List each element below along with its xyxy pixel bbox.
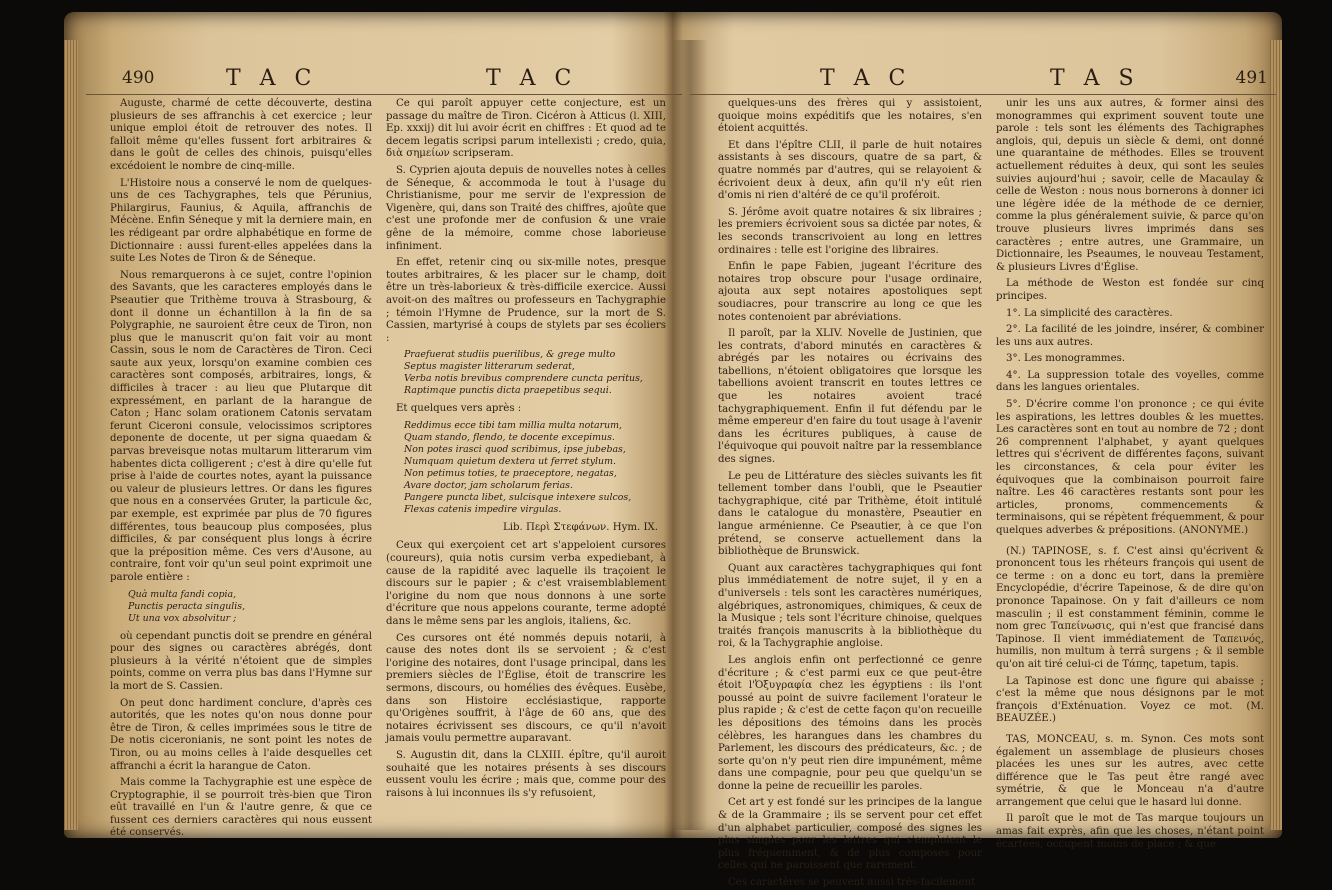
paragraph: S. Cyprien ajouta depuis de nouvelles notes à celles de Séneque, & accommoda le tout à l'usage du Christianisme, pour me servir de l'expression de Vigenère, qui, dans son Traité des chiffres, ajoûte que c'est une profonde mer de confusion & une vraie gêne de la mémoire, comme chose laborieuse infiniment.: [386, 164, 666, 252]
verse-line: Quà multa fandi copia,: [128, 588, 237, 600]
verse-line: Raptimque punctis dicta praepetibus sequi.: [404, 385, 612, 397]
list-item: 3°. Les monogrammes.: [1006, 353, 1126, 365]
page-edges-left: [64, 40, 78, 830]
verse-line: Praefuerat studiis puerilibus, & grege multo: [404, 349, 616, 361]
verse-line: Quam stando, flendo, te docente excepimus.: [404, 431, 615, 443]
right-page-header: [690, 66, 1276, 95]
verse-line: Non potes irasci quod scribimus, ipse jubebas,: [404, 443, 626, 455]
paragraph: où cependant punctis doit se prendre en général pour des signes ou caractères abrégés, dont plusieurs à la vérité n'étoient que de simples points, comme on verra plus bas dans l'Hymne sur la mort de S. Cassien.: [110, 630, 372, 692]
running-head: T A C: [226, 66, 318, 91]
paragraph: Ceux qui exerçoient cet art s'appeloient cursores (coureurs), quia notis cursim verba expediebant, à cause de la rapidité avec laquelle ils traçoient le discours sur le papier ; & c'est vraisemblablement l'origine du nom que nous donnons à une sorte d'écriture que nous appelons courante, terme adopté dans le même sens par les anglois, italiens, &c.: [386, 540, 666, 628]
verse-quote: [404, 349, 666, 397]
verse-line: Punctis peracta singulis,: [128, 600, 246, 612]
list-item: 1°. La simplicité des caractères.: [1006, 307, 1173, 319]
verse-line: Avare doctor, jam scholarum ferias.: [404, 479, 573, 491]
text-column-1: [110, 98, 372, 839]
verse-line: Pangere puncta libet, sulcisque intexere sulcos,: [404, 491, 632, 503]
page-number: 491: [1235, 68, 1268, 88]
paragraph: quelques-uns des frères qui y assistoient, quoique moins expéditifs que les notaires, s'en étoient acquittés.: [718, 98, 982, 135]
paragraph: Et dans l'épître CLII, il parle de huit notaires assistants à ses discours, quatre de sa part, & quatre nommés par d'autres, qui se relayoient & écrivoient deux à deux, afin qu'il n'y eût rien d'omis ni rien d'altéré de ce qu'il proféroit.: [718, 139, 982, 202]
paragraph: Et quelques vers après :: [396, 403, 522, 415]
paragraph: Il paroît que le mot de Tas marque toujours un amas fait exprès, afin que les choses, n'étant point écartées, occupent moins de place ; & que: [996, 813, 1264, 850]
paragraph: unir les uns aux autres, & former ainsi des monogrammes qui expriment souvent toute une parole : tels sont les éléments des Tachigraphes anglois, qui, depuis un siècle & demi, ont donné une quarantaine de méthodes. Elles se trouvent actuellement réduites à deux, qui sont les seules suivies aujourd'hui ; savoir, celle de Macaulay & celle de Weston : nous nous bornerons à donner ici une légère idée de la méthode de ce dernier, comme la plus généralement suivie, & parce qu'on trouve plusieurs livres imprimés dans ses caractères ; entre autres, une Grammaire, un Dictionnaire, les Pseaumes, le nouveau Testament, & plusieurs Livres d'Église.: [996, 98, 1264, 273]
entry-tapinose: (N.) TAPINOSE, s. f. C'est ainsi qu'écrivent & prononcent tous les rhéteurs françois qui usent de ce terme : on a donc eu tort, dans la première Encyclopédie, d'écrire Tapeinose, & de dire qu'on prononce Tapainose. On y fait d'ailleurs ce nom masculin ; il est constamment féminin, comme le nom grec Ταπείνωσις, qui n'est que francisé dans Tapinose. Il vient immédiatement de Ταπεινός, humilis, non multum à terrâ surgens ; & il semble qu'on ait tiré celui-ci de Τάπης, tapetum, tapis.: [996, 545, 1264, 670]
paragraph: Enfin le pape Fabien, jugeant l'écriture des notaires trop obscure pour l'usage ordinaire, ajouta aux sept notaires apostoliques sept soudiacres, pour transcrire au long ce que les notes contenoient par abréviations.: [718, 261, 982, 323]
verse-line: Numquam quietum dextera ut ferret stylum.: [404, 455, 616, 467]
paragraph: Ces cursores ont été nommés depuis notarii, à cause des notes dont ils se servoient ; & c'est l'origine des notaires, dont l'usage principal, dans les premiers siècles de l'Église, étoit de transcrire les sermons, discours, ou homélies des évêques. Eusèbe, dans son Histoire ecclésiastique, rapporte qu'Origènes souffrit, à l'âge de 60 ans, que des notaires écrivissent ses discours, ce qu'il n'avoit jamais voulu permettre auparavant.: [386, 632, 666, 745]
paragraph: La méthode de Weston est fondée sur cinq principes.: [996, 278, 1264, 302]
paragraph: Les anglois enfin ont perfectionné ce genre d'écriture ; & c'est parmi eux ce que peut-être étoit l'Ὀξυγραφία chez les égyptiens : ils l'ont poussé au point de suivre facilement l'orateur le plus rapide ; & c'est de cette façon qu'on recueille les dépositions des témoins dans les procès célèbres, les harangues dans les chambres du Parlement, les discours des prédicateurs, &c. ; de sorte qu'on n'y peut rien dire impunément, même dans une compagnie, pour peu que quelqu'un se donne la peine de recueillir les paroles.: [718, 654, 982, 792]
paragraph: La Tapinose est donc une figure qui abaisse ; c'est la même que nous désignons par le mot françois d'Exténuation. Voyez ce mot. (M. BEAUZÉE.): [996, 675, 1264, 725]
left-page-header: [86, 66, 682, 95]
verse-line: Septus magister litterarum sederat,: [404, 361, 575, 373]
paragraph: Nous remarquerons à ce sujet, contre l'opinion des Savants, que les caracteres employés dans le Pseautier que Trithème trouva à Strasbourg, & dont il donne un échantillon à la fin de sa Polygraphie, ne sauroient être ceux de Tiron, non plus que le manuscrit qu'on fait voir au mont Cassin, sous le nom de Caractères de Tiron. Ceci saute aux yeux, lorsqu'on examine combien ces caractères sont composés, arbitraires, longs, & difficiles à tracer : au lieu que Plutarque dit expressément, en parlant de la harangue de Caton ; Hanc solam orationem Catonis servatam ferunt Ciceroni consule, velocissimos scriptores deponente de docente, ut per signa quaedam & parvas breveisque notas multarum litterarum vim habentes dicta colligerent ; c'est à dire qu'elle fut prise à l'aide de courtes notes, ayant la puissance ou valeur de plusieurs lettres. Or dans les figures que nous en a conservées Gruter, la particule &c, par exemple, est exprimée par plus de 70 figures différentes, tous beaucoup plus composées, plus difficiles, & par conséquent plus longs à écrire que la préposition même. Ces vers d'Ausone, au contraire, font voir qu'un seul point exprimoit une parole entière :: [110, 269, 372, 583]
right-page: [690, 40, 1276, 889]
paragraph: On peut donc hardiment conclure, d'après ces autorités, que les notes qu'on nous donne pour être de Tiron, & celles imprimées sous le titre de De notis ciceronianis, ne sont point les notes de Tiron, ou au moins celles à l'aide desquelles cet affranchi a écrit la harangue de Caton.: [110, 697, 372, 772]
paragraph: Cet art y est fondé sur les principes de la langue & de la Grammaire ; ils se servent pour cet effet d'un alphabet particulier, composé des signes les plus simples pour les lettres qui s'emploient le plus fréquemment, & de plus composés pour celles qui ne paroissent que rarement.: [718, 797, 982, 872]
list-item: 4°. La suppression totale des voyelles, comme dans les langues orientales.: [996, 369, 1264, 394]
paragraph: Quant aux caractères tachygraphiques qui font plus immédiatement de notre sujet, il y en a d'universels : tels sont les caractères numériques, algébriques, astronomiques, chimiques, & ceux de la Musique ; tels sont l'écriture chinoise, quelques traités françois manuscrits à la bibliothèque du roi, & la Tachygraphie angloise.: [718, 562, 982, 650]
verse-line: Flexas catenis impedire virgulas.: [404, 503, 562, 515]
entry-tas-monceau: TAS, MONCEAU, s. m. Synon. Ces mots sont également un assemblage de plusieurs choses placées les unes sur les autres, avec cette différence que le Tas peut être rangé avec symétrie, & que le Monceau n'a d'autre arrangement que celui que le hasard lui donne.: [996, 733, 1264, 808]
text-column-2: [386, 98, 666, 818]
page-number: 490: [122, 68, 155, 88]
paragraph: Ce qui paroît appuyer cette conjecture, est un passage du maître de Tiron. Cicéron à Atticus (l. XIII, Ep. xxxij) dit lui avoir écrit en chiffres : Et quod ad te decem legatis scripsi parum intellexisti ; credo, quia, διὰ σημείων scripseram.: [386, 98, 666, 160]
quote-source: Lib. Περὶ Στεφάνων. Hym. IX.: [503, 521, 658, 533]
running-head: T A S: [1050, 66, 1140, 91]
text-column-2: [996, 98, 1264, 850]
verse-line: Non petimus toties, te praeceptore, negatas,: [404, 467, 617, 479]
text-column-1: [718, 98, 982, 889]
paragraph: Ces caractères se peuvent aussi très-facilement: [728, 877, 976, 889]
paragraph: Mais comme la Tachygraphie est une espèce de Cryptographie, il se pourroit très-bien que Tiron eût travaillé en l'un & l'autre genre, & que ce fussent ces derniers caractères qui nous eussent été conservés.: [110, 777, 372, 839]
running-head: T A C: [820, 66, 912, 91]
verse-line: Verba notis brevibus comprendere cuncta peritus,: [404, 373, 643, 385]
paragraph: S. Jérôme avoit quatre notaires & six libraires ; les premiers écrivoient sous sa dictée par notes, & les seconds transcrivoient au long en lettres ordinaires : telle est l'origine des libraires.: [718, 206, 982, 256]
verse-quote: [404, 420, 666, 516]
verse-line: Ut una vox absolvitur ;: [128, 612, 237, 624]
paragraph: Auguste, charmé de cette découverte, destina plusieurs de ses affranchis à cet exercice ; leur unique emploi étoit de retrouver des notes. Il falloit même qu'elles fussent fort arbitraires & dans le goût de celles des chinois, puisqu'elles excédoient le nombre de cinq-mille.: [110, 98, 372, 172]
verse-line: Reddimus ecce tibi tam millia multa notarum,: [404, 419, 623, 431]
list-item: 5°. D'écrire comme l'on prononce ; ce qui évite les aspirations, les lettres doubles & les muettes. Les caractères sont en tout au nombre de 72 ; dont 26 comprennent l'alphabet, y ayant quelques lettres qui s'écrivent de différentes façons, suivant les circonstances, & cela pour éviter les équivoques que la combinaison pourroit faire naître. Les 46 caractères restants sont pour les articles, pronoms, commencements & terminaisons, qui se répètent fréquemment, & pour quelques adverbes & prépositions. (ANONYME.): [996, 399, 1264, 536]
paragraph: S. Augustin dit, dans la CLXIII. épître, qu'il auroit souhaité que les notaires présents à ses discours eussent voulu les écrire ; mais que, comme pour des raisons à lui inconnues ils s'y refusoient,: [386, 749, 666, 799]
paragraph: En effet, retenir cinq ou six-mille notes, presque toutes arbitraires, & les placer sur le champ, doit être un très-laborieux & très-difficile exercice. Aussi avoit-on des maîtres ou professeurs en Tachygraphie ; témoin l'Hymne de Prudence, sur la mort de S. Cassien, martyrisé à coups de stylets par ses écoliers :: [386, 257, 666, 344]
list-item: 2°. La facilité de les joindre, insérer, & combiner les uns aux autres.: [996, 324, 1264, 348]
left-page: [86, 40, 682, 839]
paragraph: Il paroît, par la XLIV. Novelle de Justinien, que les contrats, d'abord minutés en caractères & abrégés par les notaires ou écrivains des tabellions, n'étoient obligatoires que lorsque les tabellions avoient transcrit en toutes lettres ce que les notaires avoient tracé tachygraphiquement. Enfin il fut défendu par le même empereur d'en faire du tout usage à l'avenir dans les écritures publiques, à cause de l'équivoque qui pouvoit naître par la ressemblance des signes.: [718, 328, 982, 466]
running-head: T A C: [486, 66, 578, 91]
verse-quote: [128, 589, 372, 625]
paragraph: L'Histoire nous a conservé le nom de quelques-uns de ces Tachygraphes, tels que Pérunius, Philargirus, Faunius, & Aquila, affranchis de Mécène. Enfin Séneque y mit la derniere main, en les rédigeant par ordre alphabétique en forme de Dictionnaire : aussi furent-elles appelées dans la suite Les Notes de Tiron & de Séneque.: [110, 177, 372, 265]
paragraph: Le peu de Littérature des siècles suivants les fit tellement tomber dans l'oubli, que le Pseautier tachygraphique, cité par Trithème, étoit intitulé dans le catalogue du monastère, Pseautier en langue arménienne. Ce Pseautier, à ce que l'on prétend, se conserve actuellement dans la bibliothèque de Brunswick.: [718, 470, 982, 558]
